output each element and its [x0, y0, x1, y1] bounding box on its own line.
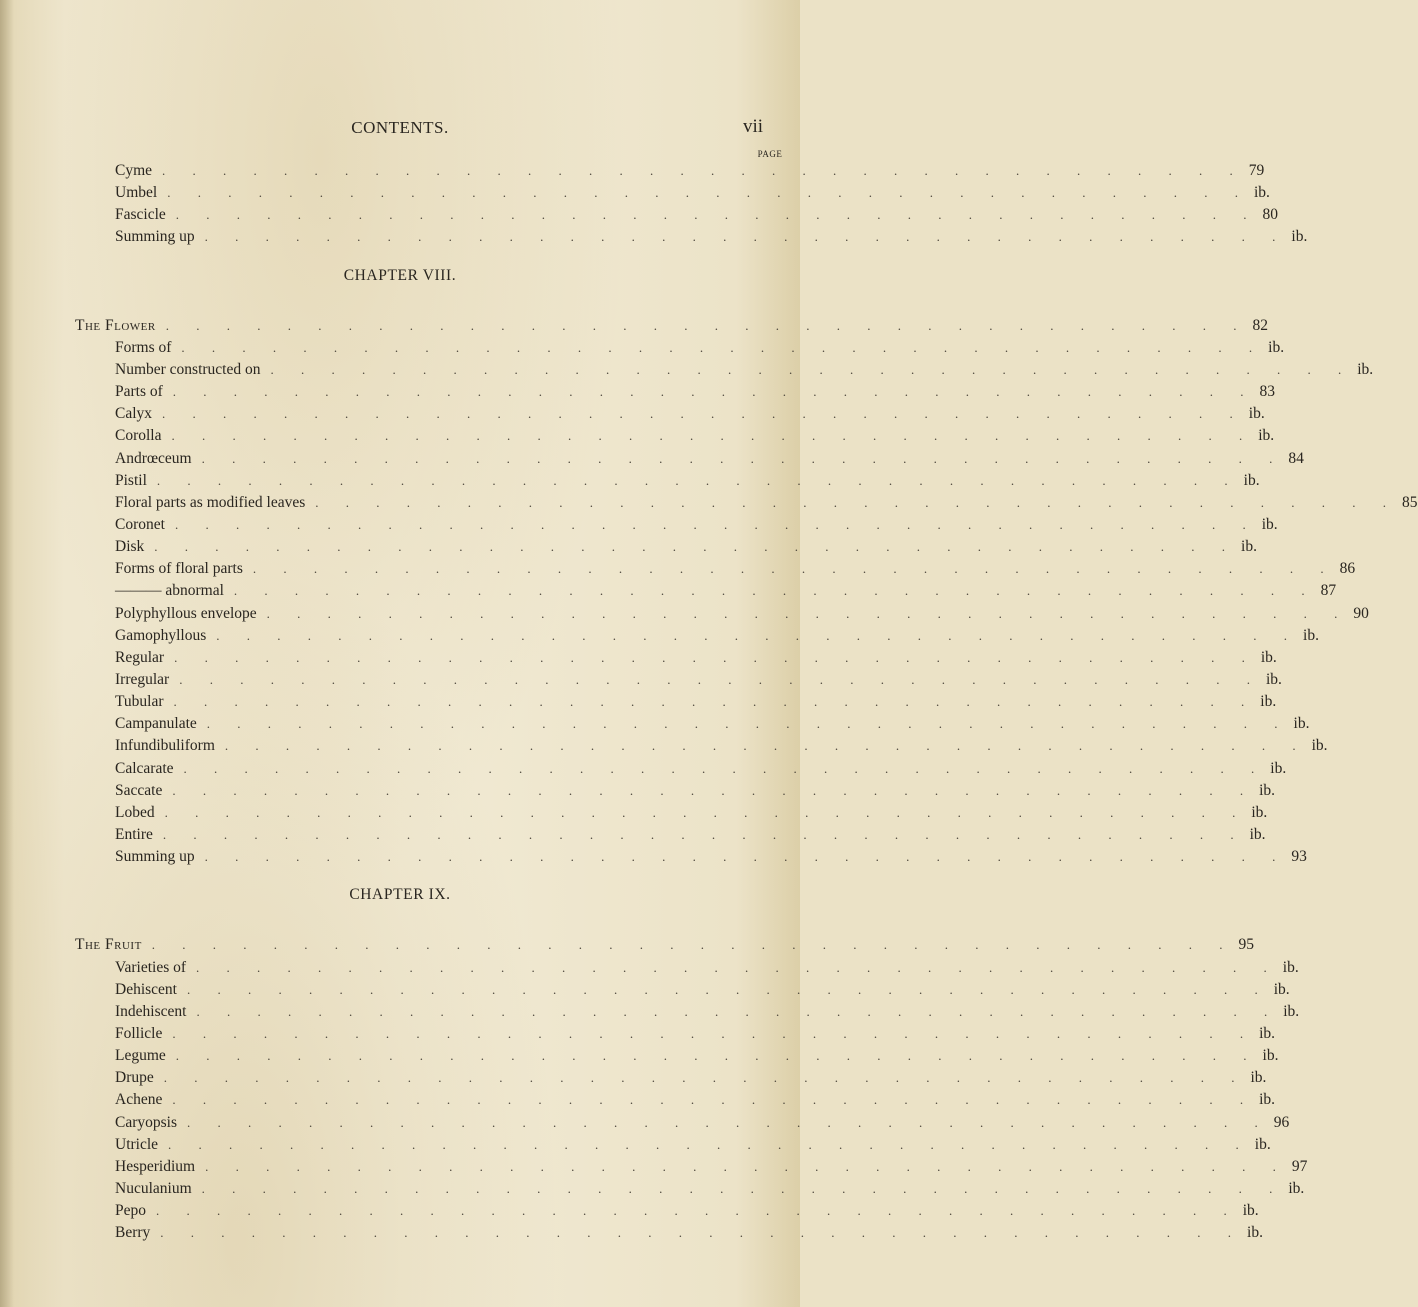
- dot-leader: . . . . . . . . . . . . . . . . . . . . . . . . . . . . . . . . . . . .: [174, 649, 1257, 665]
- toc-entry[interactable]: [115, 1023, 1276, 1045]
- entry-page-number: ib.: [1254, 1135, 1271, 1153]
- toc-entry[interactable]: [115, 1045, 1279, 1067]
- entry-page-number: ib.: [1293, 715, 1310, 733]
- dot-leader: . . . . . . . . . . . . . . . . . . . . . . . . . . . . . . . . . . . .: [183, 760, 1267, 776]
- entry-page-number: ib.: [1260, 693, 1277, 711]
- toc-entry[interactable]: [115, 1178, 1305, 1200]
- entry-label: Forms of floral parts: [115, 560, 243, 578]
- dot-leader: . . . . . . . . . . . . . . . . . . . . . . . . . . . . . . . . . . . .: [175, 1048, 1259, 1064]
- entry-page-number: ib.: [1243, 471, 1260, 489]
- toc-entry[interactable]: [115, 226, 1308, 248]
- dot-leader: . . . . . . . . . . . . . . . . . . . . . . . . . . . . . . . . . . . .: [162, 827, 1246, 843]
- dot-leader: . . . . . . . . . . . . . . . . . . . . . . . . . . . . . . . . . . . .: [204, 849, 1288, 865]
- entry-page-number: ib.: [1261, 515, 1278, 533]
- page-edge-shadow: [0, 0, 14, 1307]
- dot-leader: . . . . . . . . . . . . . . . . . . . . . . . . . . . . . . . . . . . .: [187, 1114, 1270, 1130]
- entry-page-number: 80: [1262, 206, 1279, 224]
- entry-label: Cyme: [115, 162, 153, 179]
- entry-label: Berry: [115, 1224, 151, 1242]
- dot-leader: . . . . . . . . . . . . . . . . . . . . . . . . . . . . . . . . . . . .: [160, 1225, 1244, 1241]
- running-header: [0, 118, 800, 142]
- entry-label: Pistil: [115, 471, 147, 489]
- dot-leader: . . . . . . . . . . . . . . . . . . . . . . . . . . . . . . . . . . . .: [165, 317, 1249, 333]
- entry-label: The Flower: [75, 316, 156, 334]
- entry-page-number: 96: [1273, 1113, 1290, 1131]
- dot-leader: . . . . . . . . . . . . . . . . . . . . . . . . . . . . . . . . . . . .: [162, 163, 1245, 178]
- dot-leader: . . . . . . . . . . . . . . . . . . . . . . . . . . . . . . . . . . . .: [175, 207, 1259, 223]
- dot-leader: . . . . . . . . . . . . . . . . . . . . . . . . . . . . . . . . . . . .: [162, 406, 1245, 422]
- toc-entry[interactable]: [115, 1156, 1308, 1178]
- dot-leader: . . . . . . . . . . . . . . . . . . . . . . . . . . . . . . . . . . . .: [172, 1092, 1256, 1108]
- entry-label: Calyx: [115, 405, 153, 423]
- toc-entry[interactable]: [115, 182, 1270, 204]
- entry-page-number: ib.: [1270, 759, 1287, 777]
- entry-label: Saccate: [115, 781, 163, 799]
- dot-leader: . . . . . . . . . . . . . . . . . . . . . . . . . . . . . . . . . . . .: [167, 185, 1250, 201]
- entry-label: Utricle: [115, 1135, 159, 1153]
- entry-page-number: ib.: [1258, 427, 1275, 445]
- entry-page-number: ib.: [1259, 1024, 1276, 1042]
- toc-entry[interactable]: [115, 580, 1337, 602]
- dot-leader: . . . . . . . . . . . . . . . . . . . . . . . . . . . . . . . . . . . .: [156, 1203, 1239, 1219]
- entry-page-number: 87: [1320, 582, 1337, 600]
- toc-entry[interactable]: [115, 1067, 1267, 1089]
- dot-leader: . . . . . . . . . . . . . . . . . . . . . . . . . . . . . . . . . . . .: [196, 1003, 1280, 1019]
- entry-label: Campanulate: [115, 715, 197, 733]
- toc-entry[interactable]: [115, 713, 1310, 735]
- entry-page-number: ib.: [1291, 228, 1308, 246]
- toc-entry[interactable]: [115, 359, 1374, 381]
- entry-page-number: ib.: [1282, 958, 1299, 976]
- entry-label: Nuculanium: [115, 1180, 192, 1197]
- entry-page-number: ib.: [1262, 1047, 1279, 1065]
- toc-entry[interactable]: [115, 492, 1418, 514]
- toc-entry[interactable]: [115, 802, 1268, 824]
- entry-label: Regular: [115, 648, 165, 666]
- entry-page-number: ib.: [1265, 671, 1282, 688]
- entry-page-number: ib.: [1283, 1002, 1300, 1020]
- toc-main-entry[interactable]: [75, 315, 1268, 337]
- toc-entry[interactable]: [115, 758, 1287, 780]
- toc-entry[interactable]: [115, 647, 1277, 669]
- entry-label: Forms of: [115, 338, 172, 356]
- toc-entry[interactable]: [115, 1222, 1263, 1244]
- toc-entry[interactable]: [115, 625, 1319, 647]
- dot-leader: . . . . . . . . . . . . . . . . . . . . . . . . . . . . . . . . . . . .: [154, 539, 1238, 555]
- toc-entry[interactable]: [115, 1112, 1290, 1134]
- dot-leader: . . . . . . . . . . . . . . . . . . . . . . . . . . . . . . . . . . . .: [168, 1136, 1251, 1152]
- entry-label: Parts of: [115, 383, 163, 401]
- toc-entry[interactable]: [115, 470, 1260, 492]
- entry-page-number: ib.: [1253, 184, 1270, 202]
- entry-page-number: ib.: [1241, 538, 1257, 556]
- toc-entry[interactable]: [115, 425, 1275, 447]
- toc-entry[interactable]: [115, 1134, 1271, 1156]
- toc-entry[interactable]: [115, 160, 1265, 182]
- entry-label: Tubular: [115, 693, 164, 711]
- dot-leader: . . . . . . . . . . . . . . . . . . . . . . . . . . . . . . . . . . . .: [266, 605, 1350, 621]
- toc-entry[interactable]: [115, 691, 1277, 713]
- dot-leader: . . . . . . . . . . . . . . . . . . . . . . . . . . . . . . . . . . . .: [156, 472, 1240, 488]
- dot-leader: . . . . . . . . . . . . . . . . . . . . . . . . . . . . . . . . . . . .: [186, 981, 1270, 997]
- dot-leader: . . . . . . . . . . . . . . . . . . . . . . . . . . . . . . . . . . . .: [204, 229, 1288, 245]
- dot-leader: . . . . . . . . . . . . . . . . . . . . . . . . . . . . . . . . . . . .: [270, 361, 1354, 377]
- entry-label: Number constructed on: [115, 360, 261, 378]
- toc-entry[interactable]: [115, 403, 1265, 425]
- toc-entry[interactable]: [115, 204, 1279, 226]
- dot-leader: . . . . . . . . . . . . . . . . . . . . . . . . . . . . . . . . . . . .: [179, 672, 1262, 687]
- entry-label: Disk: [115, 538, 145, 556]
- toc-main-entry[interactable]: [75, 934, 1255, 956]
- entry-page-number: ib.: [1311, 737, 1328, 755]
- entry-page-number: ib.: [1357, 360, 1374, 378]
- entry-page-number: ib.: [1259, 781, 1276, 799]
- entry-label: Caryopsis: [115, 1113, 177, 1131]
- page-column-label: PAGE: [757, 149, 783, 159]
- entry-label: Achene: [115, 1091, 163, 1109]
- entry-page-number: ib.: [1273, 980, 1290, 998]
- chapter-heading: CHAPTER VIII.: [343, 266, 457, 284]
- entry-label: Lobed: [115, 803, 155, 821]
- toc-entry[interactable]: [115, 337, 1285, 359]
- entry-label: Summing up: [115, 228, 195, 246]
- dot-leader: . . . . . . . . . . . . . . . . . . . . . . . . . . . . . . . . . . . .: [252, 561, 1336, 577]
- entry-label: Andrœceum: [115, 449, 192, 467]
- toc-entry[interactable]: [115, 514, 1278, 536]
- entry-label: Calcarate: [115, 759, 174, 777]
- dot-leader: . . . . . . . . . . . . . . . . . . . . . . . . . . . . . . . . . . . .: [315, 494, 1399, 510]
- entry-label: Coronet: [115, 515, 165, 533]
- toc-entry[interactable]: [115, 603, 1369, 625]
- dot-leader: . . . . . . . . . . . . . . . . . . . . . . . . . . . . . . . . . . . .: [181, 339, 1265, 355]
- dot-leader: . . . . . . . . . . . . . . . . . . . . . . . . . . . . . . . . . . . .: [171, 428, 1255, 444]
- dot-leader: . . . . . . . . . . . . . . . . . . . . . . . . . . . . . . . . . . . .: [174, 516, 1258, 532]
- toc-entry[interactable]: [115, 448, 1304, 470]
- entry-label: Umbel: [115, 184, 158, 202]
- entry-label: Corolla: [115, 427, 162, 445]
- toc-entry[interactable]: [115, 1200, 1259, 1222]
- entry-page-number: ib.: [1260, 648, 1277, 666]
- entry-page-number: 83: [1259, 383, 1276, 401]
- dot-leader: . . . . . . . . . . . . . . . . . . . . . . . . . . . . . . . . . . . .: [151, 937, 1235, 953]
- dot-leader: . . . . . . . . . . . . . . . . . . . . . . . . . . . . . . . . . . . .: [172, 1025, 1256, 1041]
- dot-leader: . . . . . . . . . . . . . . . . . . . . . . . . . . . . . . . . . . . .: [224, 738, 1308, 754]
- toc-entry[interactable]: [115, 1001, 1300, 1023]
- entry-label: Irregular: [115, 671, 170, 688]
- entry-label: Legume: [115, 1047, 166, 1065]
- entry-label: Follicle: [115, 1024, 163, 1042]
- entry-label: Hesperidium: [115, 1157, 196, 1175]
- dot-leader: . . . . . . . . . . . . . . . . . . . . . . . . . . . . . . . . . . . .: [172, 782, 1256, 798]
- entry-page-number: ib.: [1249, 826, 1266, 844]
- entry-label: Indehiscent: [115, 1002, 187, 1020]
- entry-label: Varieties of: [115, 958, 187, 976]
- entry-label: Infundibuliform: [115, 737, 215, 755]
- entry-label: Fascicle: [115, 206, 166, 224]
- entry-label: Polyphyllous envelope: [115, 604, 257, 622]
- entry-page-number: 84: [1288, 449, 1304, 467]
- toc-entry[interactable]: [115, 381, 1276, 403]
- running-title: CONTENTS.: [351, 118, 449, 137]
- entry-page-number: ib.: [1250, 1069, 1267, 1087]
- toc-entry[interactable]: [115, 824, 1266, 846]
- entry-label: ——— abnormal: [115, 582, 224, 600]
- dot-leader: . . . . . . . . . . . . . . . . . . . . . . . . . . . . . . . . . . . .: [216, 627, 1300, 643]
- entry-label: Pepo: [115, 1202, 146, 1220]
- entry-page-number: ib.: [1247, 1224, 1263, 1242]
- entry-page-number: ib.: [1268, 338, 1285, 356]
- entry-label: Entire: [115, 826, 153, 844]
- dot-leader: . . . . . . . . . . . . . . . . . . . . . . . . . . . . . . . . . . . .: [196, 959, 1279, 975]
- toc-entry[interactable]: [115, 979, 1290, 1001]
- toc-entry[interactable]: [115, 957, 1299, 979]
- toc-entry[interactable]: [115, 735, 1328, 757]
- entry-page-number: ib.: [1242, 1202, 1259, 1220]
- page-number: vii: [743, 116, 764, 137]
- entry-page-number: 79: [1248, 162, 1265, 179]
- entry-page-number: ib.: [1248, 405, 1265, 423]
- entry-page-number: ib.: [1251, 803, 1268, 821]
- dot-leader: . . . . . . . . . . . . . . . . . . . . . . . . . . . . . . . . . . . .: [163, 1070, 1247, 1086]
- chapter-heading: CHAPTER IX.: [349, 886, 451, 904]
- toc-entry[interactable]: [115, 558, 1356, 580]
- dot-leader: . . . . . . . . . . . . . . . . . . . . . . . . . . . . . . . . . . . .: [164, 804, 1248, 820]
- dot-leader: . . . . . . . . . . . . . . . . . . . . . . . . . . . . . . . . . . . .: [201, 450, 1285, 466]
- dot-leader: . . . . . . . . . . . . . . . . . . . . . . . . . . . . . . . . . . . .: [172, 384, 1256, 400]
- dot-leader: . . . . . . . . . . . . . . . . . . . . . . . . . . . . . . . . . . . .: [206, 716, 1290, 732]
- toc-entry[interactable]: [115, 1089, 1276, 1111]
- entry-page-number: 95: [1238, 936, 1255, 954]
- entry-page-number: 93: [1291, 848, 1307, 866]
- entry-page-number: ib.: [1303, 626, 1319, 644]
- dot-leader: . . . . . . . . . . . . . . . . . . . . . . . . . . . . . . . . . . . .: [201, 1181, 1285, 1196]
- entry-page-number: 82: [1252, 316, 1268, 334]
- entry-page-number: ib.: [1259, 1091, 1276, 1109]
- entry-label: Summing up: [115, 848, 195, 866]
- dot-leader: . . . . . . . . . . . . . . . . . . . . . . . . . . . . . . . . . . . .: [233, 583, 1317, 599]
- toc-entry[interactable]: [115, 846, 1307, 868]
- dot-leader: . . . . . . . . . . . . . . . . . . . . . . . . . . . . . . . . . . . .: [173, 694, 1257, 710]
- toc-entry[interactable]: [115, 780, 1276, 802]
- toc-entry[interactable]: [115, 536, 1257, 558]
- entry-page-number: 86: [1339, 560, 1356, 578]
- entry-page-number: ib.: [1288, 1180, 1305, 1197]
- toc-entry[interactable]: [115, 669, 1282, 691]
- entry-label: Gamophyllous: [115, 626, 207, 644]
- entry-label: The Fruit: [75, 936, 142, 954]
- entry-label: Floral parts as modified leaves: [115, 493, 306, 511]
- entry-label: Drupe: [115, 1069, 154, 1087]
- entry-page-number: 90: [1353, 604, 1369, 622]
- entry-label: Dehiscent: [115, 980, 177, 998]
- dot-leader: . . . . . . . . . . . . . . . . . . . . . . . . . . . . . . . . . . . .: [205, 1158, 1288, 1174]
- entry-page-number: 97: [1291, 1157, 1308, 1175]
- entry-page-number: 85: [1402, 493, 1418, 511]
